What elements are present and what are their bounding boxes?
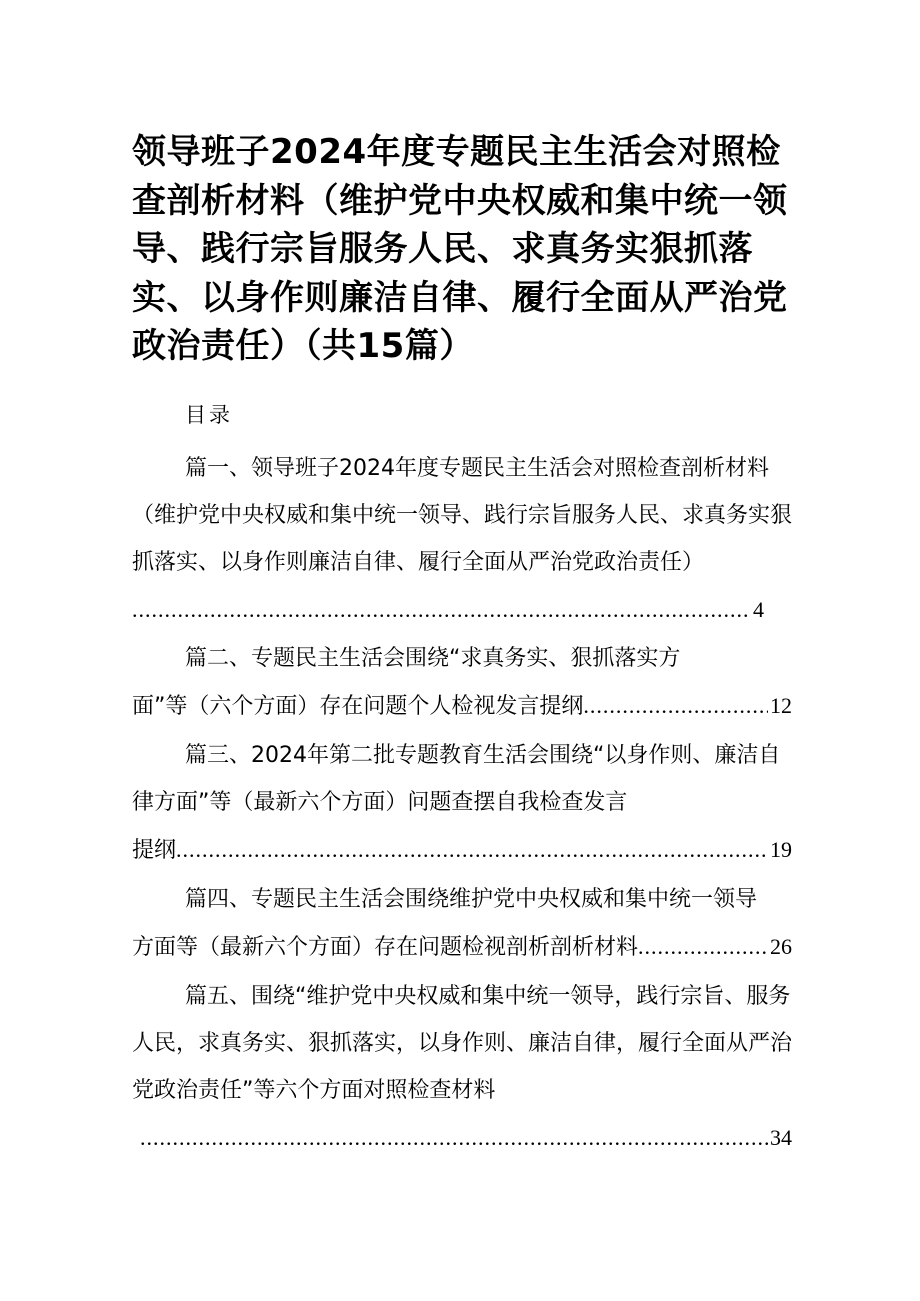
toc-entry-4[interactable] [132, 876, 792, 971]
document-title: 领导班子2024年度专题民主生活会对照检查剖析材料（维护党中央权威和集中统一领导、践行宗旨服务人民、求真务实狠抓落实、以身作则廉洁自律、履行全面从严治党政治责任）（共15篇） [132, 132, 788, 366]
toc-entry-5[interactable] [132, 973, 792, 1161]
toc-leader [132, 682, 792, 730]
toc-entry-tail: 面”等（六个方面）存在问题个人检视发言提纲 [132, 694, 584, 719]
toc-leader [132, 826, 792, 874]
toc-entry-tail: 提纲 [132, 838, 177, 863]
toc-leader [132, 586, 764, 633]
toc-page-number: 12 [770, 693, 792, 718]
toc-entry-text: 篇四、专题民主生活会围绕维护党中央权威和集中统一领导 [185, 887, 758, 912]
toc-page-number: 19 [770, 837, 792, 862]
toc-page-number: 26 [770, 934, 792, 959]
dot-leader [132, 586, 751, 633]
dot-leader [140, 1114, 768, 1161]
toc-page-number: 4 [753, 597, 764, 622]
toc-entry-text: 篇一、领导班子2024年度专题民主生活会对照检查剖析材料（维护党中央权威和集中统一领导、践行宗旨服务人民、求真务实狠抓落实、以身作则廉洁自律、履行全面从严治党政治责任） [132, 456, 793, 575]
toc-entry-tail: 方面等（最新六个方面）存在问题检视剖析剖析材料 [132, 935, 639, 960]
toc-entry-text: 篇三、2024年第二批专题教育生活会围绕“以身作则、廉洁自律方面”等（最新六个方面）问题查摆自我检查发言 [132, 743, 781, 815]
toc-entry-3[interactable] [132, 732, 792, 874]
toc-entry-text: 篇五、围绕“维护党中央权威和集中统一领导，践行宗旨、服务人民，求真务实、狠抓落实，以身作则、廉洁自律，履行全面从严治党政治责任”等六个方面对照检查材料 [132, 984, 793, 1103]
toc-label: 目录 [185, 403, 233, 427]
dot-leader [176, 826, 768, 873]
dot-leader [583, 682, 768, 729]
dot-leader [638, 923, 768, 970]
toc-leader [132, 1114, 792, 1161]
toc-entry-text: 篇二、专题民主生活会围绕“求真务实、狠抓落实方 [185, 646, 681, 671]
table-of-contents [132, 445, 792, 1163]
toc-leader [132, 923, 792, 971]
toc-entry-2[interactable] [132, 635, 792, 730]
toc-page-number: 34 [770, 1125, 792, 1150]
toc-entry-1[interactable] [132, 445, 792, 633]
